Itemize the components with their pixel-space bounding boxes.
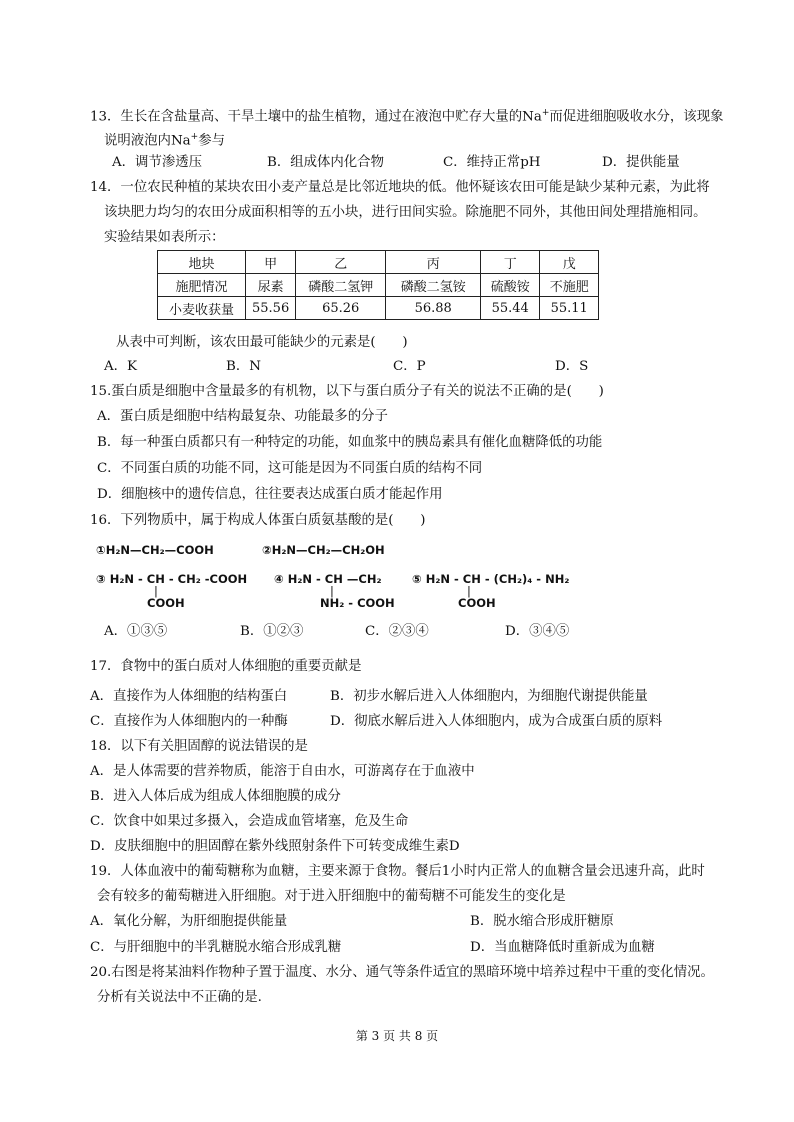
q14-line3: 实验结果如表所示：	[104, 230, 225, 245]
q18-option-a: A．是人体需要的营养物质，能溶于自由水，可游离存在于血液中	[90, 764, 475, 779]
q19-option-c: C．与肝细胞中的半乳糖脱水缩合形成乳糖	[90, 940, 342, 955]
q13-option-d: D．提供能量	[602, 155, 680, 170]
q14-option-c: C．P	[393, 359, 426, 374]
table-cell: 丙	[386, 251, 481, 274]
formula-3: ③ H₂N - CH - CH₂ -COOH	[96, 572, 248, 586]
q13-option-b: B．组成体内化合物	[267, 155, 384, 170]
page-footer: 第 3 页 共 8 页	[355, 1029, 439, 1043]
formula-1: ①H₂N—CH₂—COOH	[96, 543, 214, 557]
table-cell: 甲	[246, 251, 296, 274]
table-cell: 不施肥	[540, 274, 599, 297]
formula-5-branch: COOH	[458, 596, 496, 610]
formula-4-branch: NH₂ - COOH	[320, 596, 395, 610]
table-row	[158, 251, 599, 274]
q16-option-d: D．③④⑤	[505, 624, 570, 639]
table-cell: 尿素	[246, 274, 296, 297]
formula-4: ④ H₂N - CH —CH₂	[274, 572, 382, 586]
table-cell: 55.56	[246, 297, 296, 320]
q14-line1: 14．一位农民种植的某块农田小麦产量总是比邻近地块的低。他怀疑该农田可能是缺少某种元素，为此将	[90, 180, 710, 195]
table-cell: 磷酸二氢钾	[296, 274, 386, 297]
formula-3-bond: |	[154, 584, 158, 598]
q19-option-d: D．当血糖降低时重新成为血糖	[470, 940, 655, 955]
formula-5: ⑤ H₂N - CH - (CH₂)₄ - NH₂	[412, 572, 570, 586]
q19-line2: 会有较多的葡萄糖进入肝细胞。对于进入肝细胞中的葡萄糖不可能发生的变化是	[97, 889, 566, 904]
q13-option-a: A．调节渗透压	[112, 155, 203, 170]
q16-option-b: B．①②③	[240, 624, 304, 639]
q17-option-b: B．初步水解后进入人体细胞内，为细胞代谢提供能量	[330, 689, 648, 704]
q14-option-d: D．S	[555, 359, 589, 374]
table-row	[158, 297, 599, 320]
q18-option-c: C．饮食中如果过多摄入，会造成血管堵塞，危及生命	[90, 814, 409, 829]
q17-option-d: D．彻底水解后进入人体细胞内，成为合成蛋白质的原料	[330, 714, 663, 729]
table-cell: 乙	[296, 251, 386, 274]
table-cell: 丁	[481, 251, 540, 274]
table-cell: 硫酸铵	[481, 274, 540, 297]
q17-stem: 17．食物中的蛋白质对人体细胞的重要贡献是	[90, 659, 362, 674]
q14-option-b: B．N	[226, 359, 261, 374]
q16-option-c: C．②③④	[365, 624, 429, 639]
table-cell: 55.44	[481, 297, 540, 320]
table-cell: 磷酸二氢铵	[386, 274, 481, 297]
results-table	[157, 250, 599, 320]
table-cell: 65.26	[296, 297, 386, 320]
q17-option-a: A．直接作为人体细胞的结构蛋白	[90, 689, 288, 704]
formula-2: ②H₂N—CH₂—CH₂OH	[262, 543, 385, 557]
table-cell: 55.11	[540, 297, 599, 320]
table-cell: 56.88	[386, 297, 481, 320]
table-cell: 小麦收获量	[158, 297, 246, 320]
formula-3-branch: COOH	[147, 596, 185, 610]
q15-option-a: A．蛋白质是细胞中结构最复杂、功能最多的分子	[97, 409, 388, 424]
table-cell: 戊	[540, 251, 599, 274]
q16-option-a: A．①③⑤	[104, 624, 168, 639]
q16-stem: 16．下列物质中，属于构成人体蛋白质氨基酸的是( )	[90, 513, 426, 528]
q19-option-b: B．脱水缩合形成肝糖原	[470, 914, 614, 929]
q19-option-a: A．氧化分解，为肝细胞提供能量	[90, 914, 288, 929]
q13-line1: 13．生长在含盐量高、干旱土壤中的盐生植物，通过在液泡中贮存大量的Na+而促进细胞吸收水分，该现象	[90, 108, 724, 125]
q15-option-d: D．细胞核中的遗传信息，往往要表达成蛋白质才能起作用	[97, 487, 443, 502]
q14-line2: 该块肥力均匀的农田分成面积相等的五小块，进行田间实验。除施肥不同外，其他田间处理措施相同。	[104, 205, 707, 220]
q20-line1: 20.右图是将某油料作物种子置于温度、水分、通气等条件适宜的黑暗环境中培养过程中干重的变化情况。	[90, 965, 714, 980]
q13-line2: 说明液泡内Na+参与	[104, 132, 225, 149]
q14-option-a: A．K	[104, 359, 138, 374]
formula-4-bond: |	[330, 584, 334, 598]
q15-option-b: B．每一种蛋白质都只有一种特定的功能，如血浆中的胰岛素具有催化血糖降低的功能	[97, 435, 603, 450]
q17-option-c: C．直接作为人体细胞内的一种酶	[90, 714, 288, 729]
q20-line2: 分析有关说法中不正确的是.	[97, 990, 262, 1005]
q13-option-c: C．维持正常pH	[443, 155, 541, 170]
q15-stem: 15.蛋白质是细胞中含量最多的有机物，以下与蛋白质分子有关的说法不正确的是( )	[90, 384, 604, 399]
table-cell: 地块	[158, 251, 246, 274]
q15-option-c: C．不同蛋白质的功能不同，这可能是因为不同蛋白质的结构不同	[97, 461, 483, 476]
q18-stem: 18．以下有关胆固醇的说法错误的是	[90, 739, 308, 754]
table-row	[158, 274, 599, 297]
q14-question: 从表中可判断，该农田最可能缺少的元素是( )	[116, 335, 408, 350]
formula-5-bond: |	[467, 584, 471, 598]
q18-option-b: B．进入人体后成为组成人体细胞膜的成分	[90, 789, 341, 804]
q18-option-d: D．皮肤细胞中的胆固醇在紫外线照射条件下可转变成维生素D	[90, 839, 460, 854]
q19-line1: 19．人体血液中的葡萄糖称为血糖，主要来源于食物。餐后1小时内正常人的血糖含量会迅速升高，此时	[90, 864, 705, 879]
table-cell: 施肥情况	[158, 274, 246, 297]
